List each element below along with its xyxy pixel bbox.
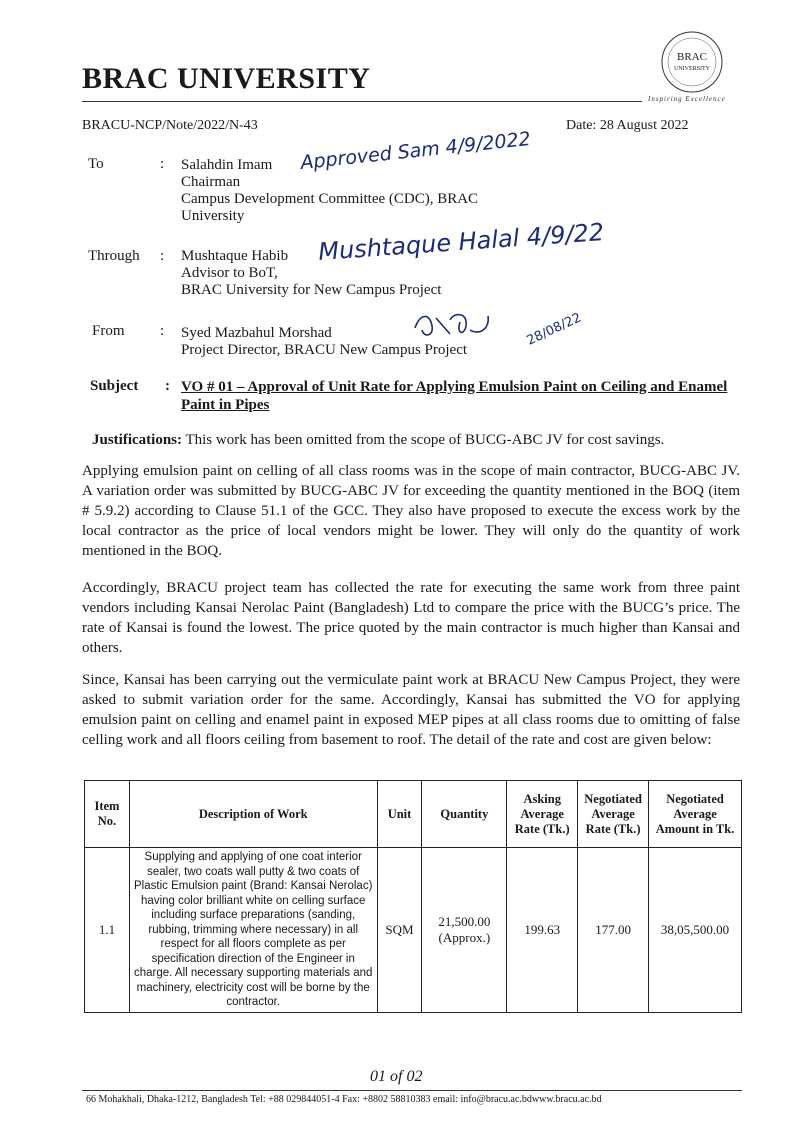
body-paragraph-3: Since, Kansai has been carrying out the vermiculate paint work at BRACU New Campus Project, they were asked to submit variation order for the same. Accordingly, Kansai has submitted the VO for applying emulsion paint on celling and enamel paint in exposed MEP pipes at all class rooms due to omitting of false celling work and all floors ceiling from basement to roof. The detail of the rate and cost are given below: — [82, 672, 740, 748]
cell-quantity — [422, 848, 507, 1013]
through-line: Mushtaque Habib — [181, 248, 289, 264]
from-date-handwriting: 28/08/22 — [524, 310, 584, 349]
brac-university-logo — [660, 30, 724, 94]
quantity-value: 21,500.00 — [438, 913, 491, 929]
from-line: Syed Mazbahul Morshad — [181, 325, 332, 341]
from-signature — [410, 308, 510, 342]
header-item-no: Item No. — [85, 781, 130, 848]
through-line: Advisor to BoT, — [181, 265, 278, 281]
to-label: To — [88, 156, 104, 172]
university-title: BRAC UNIVERSITY — [82, 62, 371, 95]
through-label: Through — [88, 248, 140, 264]
through-colon: : — [160, 248, 165, 264]
header-divider — [82, 101, 642, 102]
cell-amount: 38,05,500.00 — [649, 848, 742, 1013]
header-negotiated-amount: Negotiated Average Amount in Tk. — [649, 781, 742, 848]
header-asking-rate: Asking Average Rate (Tk.) — [507, 781, 578, 848]
subject-label: Subject — [90, 378, 139, 394]
tagline: Inspiring Excellence — [648, 95, 726, 103]
header-description: Description of Work — [129, 781, 377, 848]
from-label: From — [92, 323, 125, 339]
rate-table — [84, 780, 742, 1013]
to-line: Campus Development Committee (CDC), BRAC — [181, 191, 479, 207]
body-paragraph-1: Applying emulsion paint on celling of all class rooms was in the scope of main contractor, BUCG-ABC JV. A variation order was submitted by BUCG-ABC JV for exceeding the quantity mentioned in the BOQ (item # 5.9.2) according to Clause 51.1 of the GCC. They also have proposed to execute the excess work by the local contractor as the price of local vendors might be lower. They will only do the quantity of work mentioned in the BOQ. — [82, 463, 740, 559]
justification-paragraph — [92, 430, 740, 450]
justification-text: This work has been omitted from the scope of BUCG-ABC JV for cost savings. — [182, 432, 665, 448]
footer-address: 66 Mohakhali, Dhaka-1212, Bangladesh Tel: +88 029844051-4 Fax: +8802 58810383 email: info@bracu.ac.bdwww.bracu.ac.bd — [86, 1094, 602, 1105]
logo-text-top: BRAC — [677, 51, 707, 63]
subject-text: VO # 01 – Approval of Unit Rate for Applying Emulsion Paint on Ceiling and Enamel Paint in Pipes — [181, 379, 728, 413]
through-signature: Mushtaque Halal 4/9/22 — [317, 218, 605, 266]
cell-description: Supplying and applying of one coat interior sealer, two coats wall putty & two coats of Plastic Emulsion paint (Brand: Kansai Nerolac) having color brilliant white on celling surface including surface preparations (sanding, rubbing, trimming where necessary) in all respect for all floors complete as per specification direction of the Engineer in charge. All necessary supporting materials and machinery, electricity cost will be borne by the contractor. — [129, 848, 377, 1013]
signature-scribble — [410, 308, 510, 342]
body-paragraph-2: Accordingly, BRACU project team has collected the rate for executing the same work from three paint vendors including Kansai Nerolac Paint (Bangladesh) Ltd to compare the price with the BUCG’s price. The rate of Kansai is found the lowest. The price quoted by the main contractor is much higher than Kansai and others. — [82, 580, 740, 656]
reference-number: BRACU-NCP/Note/2022/N-43 — [82, 118, 258, 133]
justification-label: Justifications: — [92, 432, 182, 448]
cell-negotiated-rate: 177.00 — [578, 848, 649, 1013]
from-colon: : — [160, 323, 165, 339]
from-line: Project Director, BRACU New Campus Project — [181, 342, 468, 358]
note-date: Date: 28 August 2022 — [566, 118, 689, 133]
page-number: 01 of 02 — [370, 1068, 423, 1085]
logo-text-bottom: UNIVERSITY — [674, 66, 710, 72]
quantity-note: (Approx.) — [438, 929, 491, 945]
approval-handwriting: Approved Sam 4/9/2022 — [299, 127, 532, 175]
header-negotiated-rate: Negotiated Average Rate (Tk.) — [578, 781, 649, 848]
cell-item: 1.1 — [85, 848, 130, 1013]
table-row — [85, 848, 742, 1013]
cell-asking-rate: 199.63 — [507, 848, 578, 1013]
to-colon: : — [160, 156, 165, 172]
to-line: University — [181, 208, 245, 224]
header-quantity: Quantity — [422, 781, 507, 848]
subject-colon: : — [165, 378, 170, 394]
footer-divider — [82, 1090, 742, 1091]
header-unit: Unit — [377, 781, 422, 848]
to-line: Salahdin Imam — [181, 157, 273, 173]
cell-unit: SQM — [377, 848, 422, 1013]
through-line: BRAC University for New Campus Project — [181, 282, 442, 298]
table-header-row — [85, 781, 742, 848]
to-line: Chairman — [181, 174, 241, 190]
